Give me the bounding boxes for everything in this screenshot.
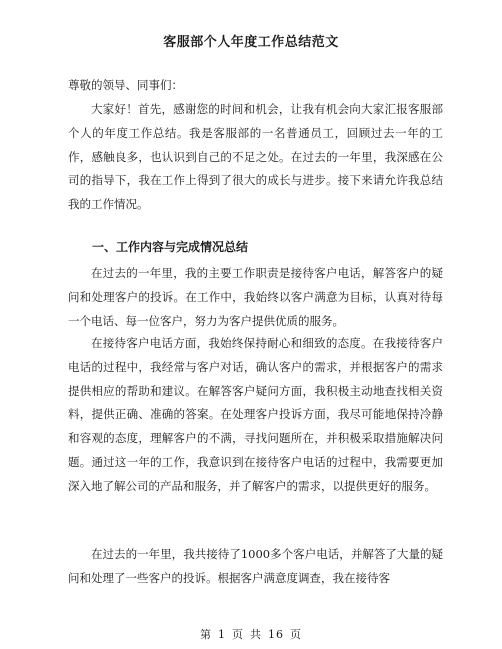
paragraph-2: 在接待客户电话方面，我始终保持耐心和细致的态度。在我接待客户电话的过程中，我经常与客户对话，确认客户的需求，并根据客户的需求提供相应的帮助和建议。在解答客户疑问方面，我积极主动地查找相关资料，提供正确、准确的答案。在处理客户投诉方面，我尽可能地保持冷静和容观的态度，理解客户的不满，寻找问题所在，并积极采取措施解决问题。通过这一年的工作，我意识到在接待客户电话的过程中，我需要更加深入地了解公司的产品和服务，并了解客户的需求，以提供更好的服务。 bbox=[68, 336, 443, 493]
intro-paragraph: 大家好！首先，感谢您的时间和机会，让我有机会向大家汇报客服部个人的年度工作总结。我是客服部的一名普通员工，回顾过去一年的工作，感触良多，也认识到自己的不足之处。在过去的一年里，我深感在公司的指导下，我在工作上得到了很大的成长与进步。接下来请允许我总结我的工作情况。 bbox=[68, 102, 443, 212]
salutation: 尊敬的领导、同事们： bbox=[68, 78, 183, 92]
paragraph-1: 在过去的一年里，我的主要工作职责是接待客户电话，解答客户的疑问和处理客户的投诉。在工作中，我始终以客户满意为目标，认真对待每一个电话、每一位客户，努力为客户提供优质的服务。 bbox=[68, 266, 443, 328]
footer-page-number: 1 bbox=[218, 628, 226, 641]
footer-prefix: 第 bbox=[200, 628, 212, 641]
footer-total-unit: 页 bbox=[290, 628, 302, 641]
paragraph-3: 在过去的一年里，我共接待了1000多个客户电话，并解答了大量的疑问和处理了一些客户的投诉。根据客户满意度调查，我在接待客 bbox=[68, 547, 443, 585]
footer-page-unit: 页 bbox=[232, 628, 244, 641]
document-title: 客服部个人年度工作总结范文 bbox=[163, 35, 339, 50]
footer-total-pages: 16 bbox=[268, 628, 284, 641]
page-footer bbox=[0, 626, 502, 642]
section-heading-1: 一、工作内容与完成情况总结 bbox=[92, 240, 249, 254]
footer-total-prefix: 共 bbox=[250, 628, 262, 641]
